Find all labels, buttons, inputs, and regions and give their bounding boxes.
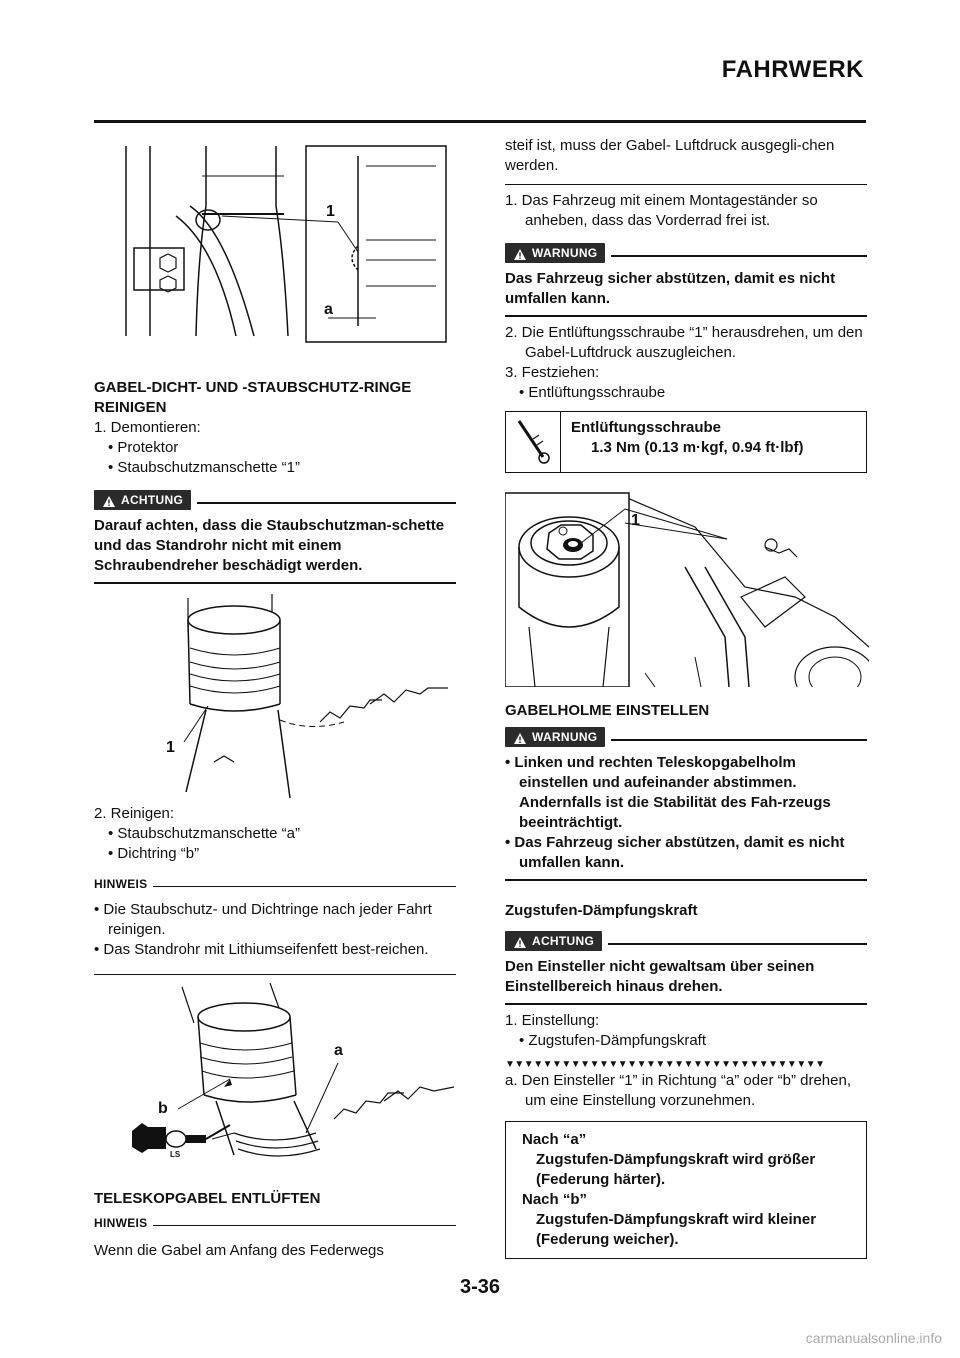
- torque-wrench-icon: [506, 412, 561, 472]
- section-title-fork-bleeding: TELESKOPGABEL ENTLÜFTEN: [94, 1190, 321, 1207]
- step-turn-adjuster: a. Den Einsteller “1” in Richtung “a” oder “b” drehen, um eine Einstellung vorzunehmen.: [505, 1072, 851, 1109]
- note-text: Wenn die Gabel am Anfang des Federwegs: [94, 1242, 384, 1259]
- note-item: • Die Staubschutz- und Dichtringe nach jeder Fahrt reinigen.: [94, 901, 432, 938]
- caution-tag: [94, 490, 191, 510]
- warning-header: [505, 243, 867, 263]
- list-item: • Staubschutzmanschette “a”: [108, 825, 301, 842]
- section-title-seal-cleaning: GABEL-DICHT- UND -STAUBSCHUTZ-RINGE REINIGEN: [94, 379, 412, 416]
- list-item: • Protektor: [108, 439, 179, 456]
- note-bottom-rule: [94, 974, 456, 975]
- note-item: • Das Standrohr mit Lithiumseifenfett best-reichen.: [94, 941, 429, 958]
- torque-spec-title: Entlüftungsschraube: [571, 419, 722, 436]
- list-item: • Staubschutzmanschette “1”: [108, 459, 301, 476]
- torque-spec-box: [505, 411, 867, 473]
- step-clean: 2. Reinigen:: [94, 805, 175, 822]
- damping-setting-box: [505, 1121, 867, 1259]
- step-disassemble: 1. Demontieren:: [94, 419, 201, 436]
- note-rule: [153, 886, 456, 887]
- fork-dust-seal-figure: [106, 136, 450, 374]
- step-remove-bleed-screw: 2. Die Entlüftungsschraube “1” herausdrehen, um den Gabel-Luftdruck auszugleichen.: [505, 324, 863, 361]
- list-item: • Entlüftungsschraube: [519, 384, 666, 401]
- list-item: • Zugstufen-Dämpfungskraft: [519, 1032, 707, 1049]
- warning-text: Das Fahrzeug sicher abstützen, damit es nicht umfallen kann.: [505, 270, 836, 307]
- figure-label-a: a: [324, 301, 333, 318]
- list-item: • Dichtring “b”: [108, 845, 200, 862]
- continued-text: steif ist, muss der Gabel- Luftdruck ausgegli-chen werden.: [505, 137, 835, 174]
- figure-label-b: b: [158, 1100, 168, 1117]
- watermark: carmanualsonline.info: [805, 1330, 942, 1346]
- torque-spec-value: 1.3 Nm (0.13 m·kgf, 0.94 ft·lbf): [591, 439, 804, 456]
- page-number: 3-36: [459, 1276, 501, 1298]
- direction-a-text: Zugstufen-Dämpfungskraft wird größer (Federung härter).: [536, 1151, 816, 1188]
- step-lift-vehicle: 1. Das Fahrzeug mit einem Montageständer so anheben, dass das Vorderrad frei ist.: [505, 192, 818, 229]
- direction-b-label: Nach “b”: [522, 1191, 588, 1208]
- direction-b-text: Zugstufen-Dämpfungskraft wird kleiner (Federung weicher).: [536, 1211, 817, 1248]
- warning-rule: [611, 739, 867, 741]
- warning-rule: [611, 255, 867, 257]
- warning-icon: [513, 731, 527, 744]
- note-header: [94, 874, 456, 894]
- warning-tag: [505, 243, 605, 263]
- warning-label: WARNUNG: [532, 246, 598, 260]
- torque-spec-text: [561, 412, 814, 472]
- figure-label-a: a: [334, 1042, 343, 1059]
- caution-header: [94, 490, 456, 510]
- caution-label: ACHTUNG: [532, 934, 595, 948]
- warning-item: • Linken und rechten Teleskopgabelholm einstellen und aufeinander abstimmen. Andernfalls ist die Stabilität des Fah-rzeugs beeinträchtigt.: [505, 754, 831, 831]
- dust-seal-figure: [94, 592, 456, 804]
- caution-icon: [102, 494, 116, 507]
- dust-seal-illustration: [94, 592, 456, 804]
- direction-a-label: Nach “a”: [522, 1131, 587, 1148]
- warning-item: • Das Fahrzeug sicher abstützen, damit es nicht umfallen kann.: [505, 834, 845, 871]
- figure-label-1: 1: [326, 203, 335, 220]
- caution-rule: [197, 502, 456, 504]
- caution-icon: [513, 935, 527, 948]
- note-label: HINWEIS: [94, 1216, 148, 1230]
- warning-icon: [513, 247, 527, 260]
- caution-rule: [608, 943, 867, 945]
- step-adjustment: 1. Einstellung:: [505, 1012, 600, 1029]
- caution-label: ACHTUNG: [121, 493, 184, 507]
- left-column: [94, 136, 456, 1261]
- header-rule: [94, 120, 866, 123]
- subsection-title-rebound-damping: Zugstufen-Dämpfungskraft: [505, 902, 698, 919]
- warning-header: [505, 727, 867, 747]
- lithium-soap-grease-icon: LS: [170, 1150, 181, 1159]
- figure-label-1: 1: [166, 739, 175, 756]
- note-rule: [153, 1225, 456, 1226]
- fork-dust-seal-illustration: [106, 136, 450, 374]
- caution-tag: [505, 931, 602, 951]
- section-title-fork-adjustment: GABELHOLME EINSTELLEN: [505, 702, 710, 719]
- warning-tag: [505, 727, 605, 747]
- note-label: HINWEIS: [94, 877, 148, 891]
- caution-header: [505, 931, 867, 951]
- warning-label: WARNUNG: [532, 730, 598, 744]
- step-tighten: 3. Festziehen:: [505, 364, 600, 381]
- page-header-title: FAHRWERK: [721, 56, 864, 83]
- note-header: [94, 1213, 456, 1233]
- caution-text: Den Einsteller nicht gewaltsam über seinen Einstellbereich hinaus drehen.: [505, 958, 815, 995]
- bleed-screw-figure: [505, 487, 869, 687]
- procedure-start-marker: ▼▼▼▼▼▼▼▼▼▼▼▼▼▼▼▼▼▼▼▼▼▼▼▼▼▼▼▼▼▼▼▼▼▼: [505, 1059, 825, 1070]
- caution-text: Darauf achten, dass die Staubschutzman-schette und das Standrohr nicht mit einem Schraubendreher beschädigt werden.: [94, 517, 445, 574]
- seal-lubrication-illustration: [94, 983, 456, 1181]
- bleed-screw-illustration: [505, 487, 869, 687]
- right-column: [505, 136, 867, 1259]
- figure-label-1: 1: [631, 512, 640, 529]
- caution-bottom-rule: [94, 582, 456, 584]
- seal-lubrication-figure: [94, 983, 456, 1181]
